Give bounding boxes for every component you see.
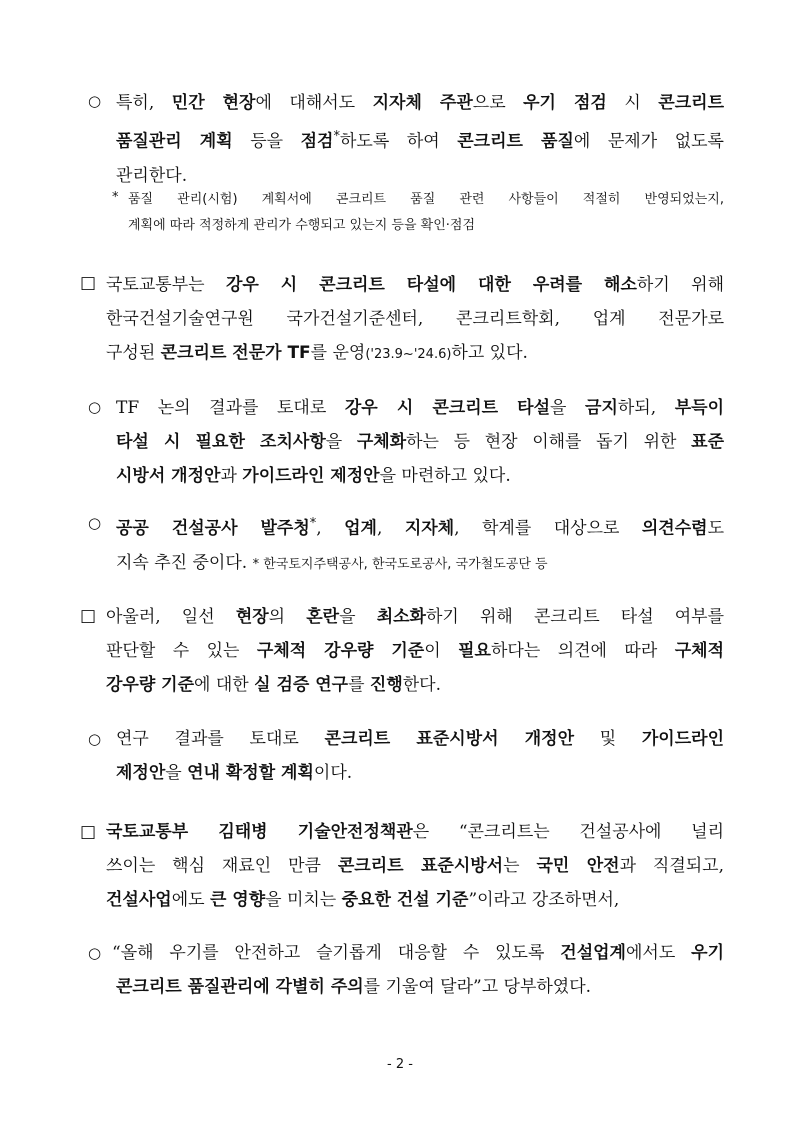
text-line: 아울러, 일선 현장의 혼란을 최소화하기 위해 콘크리트 타설 여부를 (106, 607, 725, 627)
text-line: 건설사업에도 큰 영향을 미치는 중요한 건설 기준”이라고 강조하면서, (106, 890, 620, 910)
text-line: 공공 건설공사 발주청*, 업계, 지자체, 학계를 대상으로 의견수렴도 (116, 516, 725, 539)
asterisk-marker: * (112, 190, 119, 205)
text-line: 특히, 민간 현장에 대해서도 지자체 주관으로 우기 점검 시 콘크리트 (116, 93, 724, 113)
text-line: 구성된 콘크리트 전문가 TF를 운영('23.9~'24.6)하고 있다. (106, 343, 528, 363)
text-line: “올해 우기를 안전하고 슬기롭게 대응할 수 있도록 건설업계에서도 우기 (112, 943, 724, 963)
circle-bullet-marker: ○ (88, 514, 102, 532)
text-line: 연구 결과를 토대로 콘크리트 표준시방서 개정안 및 가이드라인 (116, 729, 724, 749)
text-line: 콘크리트 품질관리에 각별히 주의를 기울여 달라”고 당부하였다. (116, 977, 592, 997)
text-line: 쓰이는 핵심 재료인 만큼 콘크리트 표준시방서는 국민 안전과 직결되고, (106, 856, 725, 876)
paragraph-official-statement (106, 815, 724, 917)
paragraph-rainfall-criteria (106, 600, 724, 702)
text-line: 제정안을 연내 확정할 계획이다. (116, 763, 353, 783)
square-bullet-marker: □ (80, 822, 97, 842)
circle-bullet-marker: ○ (88, 730, 102, 748)
square-bullet-marker: □ (80, 273, 97, 293)
text-line: 강우량 기준에 대한 실 검증 연구를 진행한다. (106, 675, 441, 695)
bullet-tf-results (116, 391, 724, 493)
text-line: 국토교통부 김태병 기술안전정책관은 “콘크리트는 건설공사에 널리 (106, 822, 725, 842)
bullet-opinion-gathering (116, 507, 724, 582)
footnote-quality-plan (128, 187, 724, 239)
circle-bullet-marker: ○ (88, 944, 102, 962)
bullet-industry-request (112, 936, 724, 1004)
text-line: 품질관리 계획 등을 점검*하도록 하여 콘크리트 품질에 문제가 없도록 (116, 129, 724, 152)
text-line: 지속 추진 중이다. * 한국토지주택공사, 한국도로공사, 국가철도공단 등 (116, 552, 548, 573)
circle-bullet-marker: ○ (88, 92, 102, 110)
text-line: 판단할 수 있는 구체적 강우량 기준이 필요하다는 의견에 따라 구체적 (106, 641, 725, 661)
circle-bullet-marker: ○ (88, 398, 102, 416)
text-line: 타설 시 필요한 조치사항을 구체화하는 등 현장 이해를 돕기 위한 표준 (116, 432, 724, 452)
text-line: 국토교통부는 강우 시 콘크리트 타설에 대한 우려를 해소하기 위해 (106, 275, 725, 295)
paragraph-tf-operation (106, 268, 724, 372)
text-line: TF 논의 결과를 토대로 강우 시 콘크리트 타설을 금지하되, 부득이 (116, 398, 724, 418)
footnote-line: 계획에 따라 적정하게 관리가 수행되고 있는지 등을 확인·점검 (128, 218, 476, 233)
text-line: 관리한다. (116, 165, 188, 186)
square-bullet-marker: □ (80, 606, 97, 626)
page-number: - 2 - (387, 1057, 413, 1072)
bullet-private-sites (116, 86, 724, 193)
text-line: 한국건설기술연구원 국가건설기준센터, 콘크리트학회, 업계 전문가로 (106, 309, 724, 329)
footnote-line: 품질 관리(시험) 계획서에 콘크리트 품질 관련 사항들이 적절히 반영되었는지, (128, 192, 724, 207)
bullet-research-results (116, 722, 724, 790)
text-line: 시방서 개정안과 가이드라인 제정안을 마련하고 있다. (116, 466, 511, 486)
